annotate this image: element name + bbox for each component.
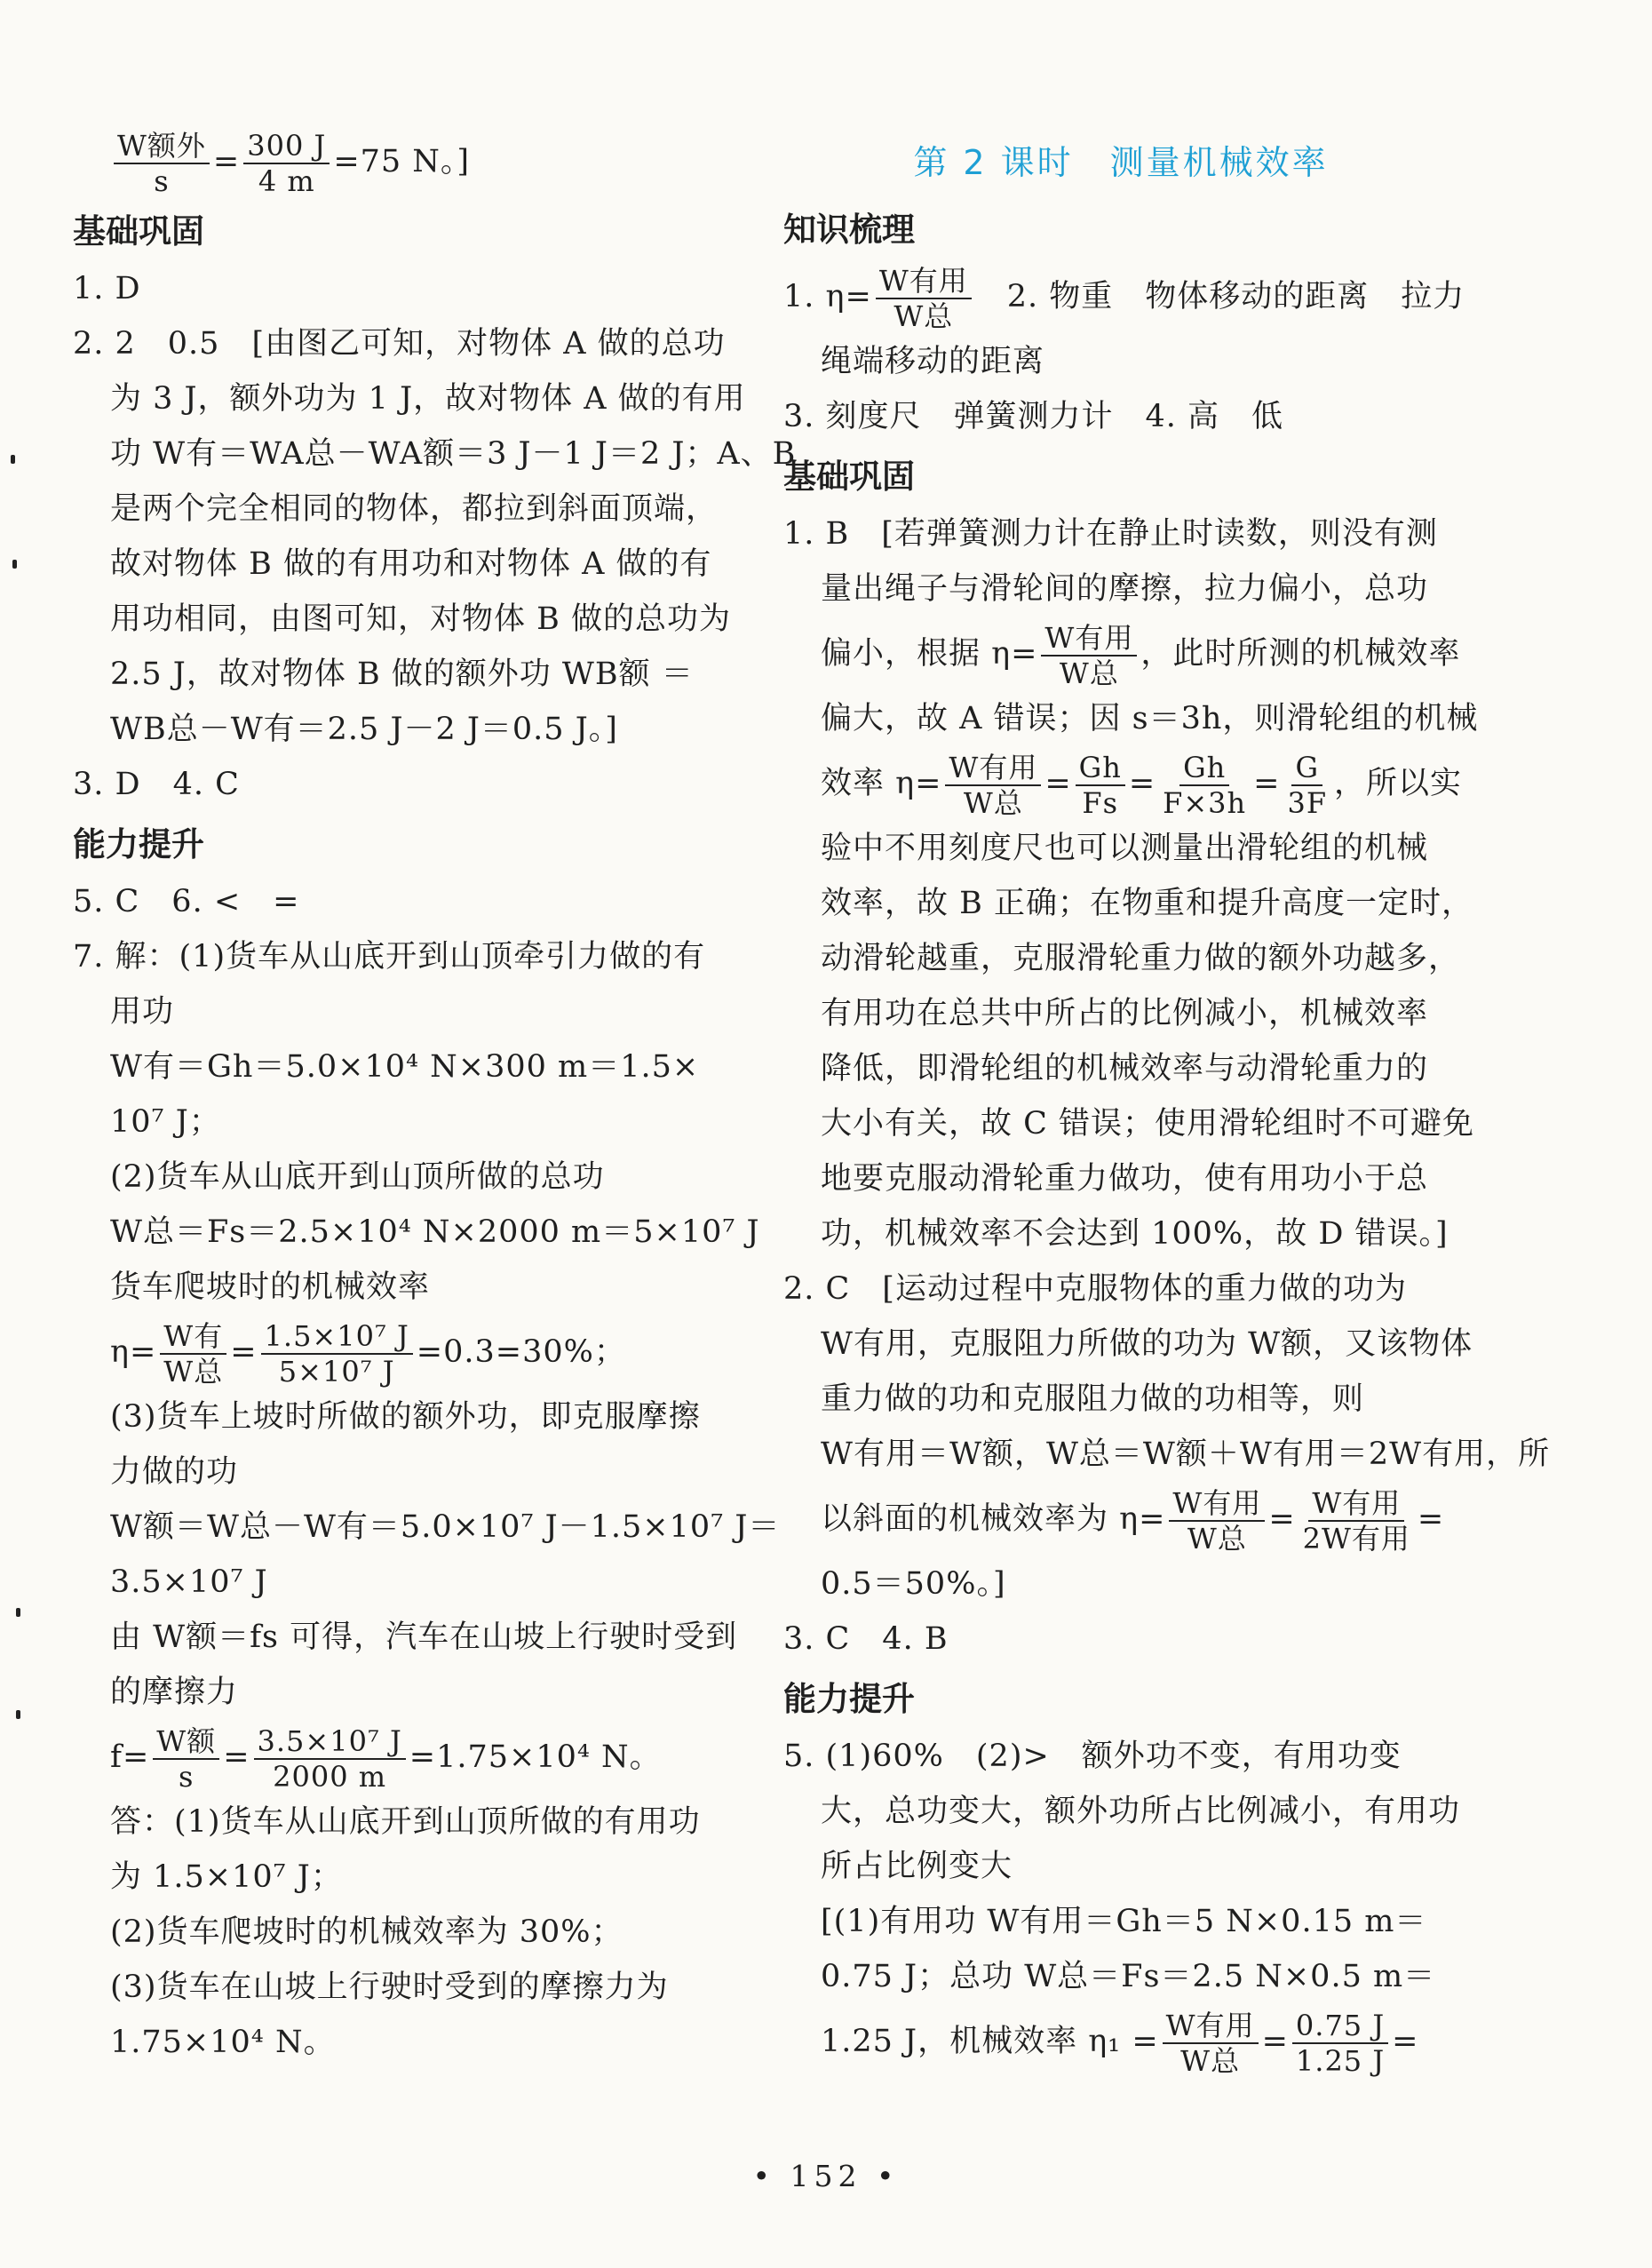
section-heading: 基础巩固 [73,212,204,251]
question-7 [73,929,781,2070]
answer-line: 3.5×10⁷ J [110,1564,268,1600]
answer-line: 有用功在总共中所占的比例减小，机械效率 [821,996,1429,1031]
knowledge-line: 绳端移动的距离 [821,344,1045,379]
knowledge-line: 1. η= $\frac{\text{W有用}}{\text{W总}}$ 2. 物重 物体移动的距离 拉力 [783,263,1465,333]
answer-line: (2)货车从山底开到山顶所做的总功 [110,1159,605,1195]
answer-line: 降低，即滑轮组的机械效率与动滑轮重力的 [821,1051,1429,1086]
fraction: $\frac{Gh}{Fs}$ [1076,751,1125,820]
fraction: $\frac{\text{W有用}}{\text{W总}}$ [1163,2009,1259,2078]
fraction: $\frac{\text{W额}}{s}$ [153,1724,219,1794]
answer-line: 2. 2 0.5 [由图乙可知，对物体 A 做的总功 [73,326,726,362]
section-heading: 知识梳理 [783,211,915,249]
fraction: $\frac{300 J}{4 m}$ [243,129,330,198]
answer-line: 为 3 J，额外功为 1 J，故对物体 A 做的有用 [110,381,746,417]
answer-line: W总＝Fs＝2.5×10⁴ N×2000 m＝5×10⁷ J [110,1214,760,1250]
fraction: $\frac{\text{W有用}}{\text{W总}}$ [876,264,972,333]
answer-line: 大，总功变大，额外功所占比例减小，有用功 [821,1794,1461,1829]
fraction: $\frac{\text{3.5×10⁷ J}}{2000 m}$ [254,1724,406,1794]
answer-line: 答：(1)货车从山底开到山顶所做的有用功 [110,1804,701,1840]
fraction: $\frac{G}{3F}$ [1287,750,1328,820]
scan-mark [16,1710,20,1719]
fraction: $\frac{\text{W有}}{\text{W总}}$ [160,1319,226,1389]
answer-line: 0.75 J；总功 W总＝Fs＝2.5 N×0.5 m＝ [821,1959,1436,1994]
answer-line: WB总－W有＝2.5 J－2 J＝0.5 J。] [110,712,618,747]
answer-line: 力做的功 [110,1454,239,1490]
answer-line: W有＝Gh＝5.0×10⁴ N×300 m＝1.5× [110,1049,700,1085]
answer-line: 货车爬坡时的机械效率 [110,1269,431,1305]
scan-mark [12,560,17,569]
question-2 [73,316,797,757]
answer-line: 地要克服动滑轮重力做功，使有用功小于总 [821,1161,1429,1197]
fraction: $\frac{\text{W额外}}{s}$ [114,129,210,198]
formula-line: 偏小，根据 η= $\frac{\text{W有用}}{\text{W总}}$ ，此时所测的机械效率 [821,620,1461,690]
answer-line: 0.5＝50%。] [821,1566,1006,1602]
fraction: $\frac{\text{W有用}}{\text{W总}}$ [945,751,1041,820]
answer-line: (3)货车上坡时所做的额外功，即克服摩擦 [110,1399,701,1435]
section-heading: 能力提升 [73,825,204,863]
answer-line: 用功相同，由图可知，对物体 B 做的总功为 [110,601,731,637]
answer-line: 10⁷ J； [110,1104,221,1140]
answer-line: 所占比例变大 [821,1849,1013,1884]
answer-line: 的摩擦力 [110,1675,239,1710]
answer-line: W有用，克服阻力所做的功为 W额，又该物体 [821,1326,1473,1362]
answer-line: 3. D 4. C [73,767,240,802]
answer-line: (3)货车在山坡上行驶时受到的摩擦力为 [110,1970,669,2005]
answer-line: 故对物体 B 做的有用功和对物体 A 做的有 [110,546,712,582]
fraction: $\frac{\text{W有用}}{\text{W总}}$ [1041,621,1137,690]
answer-line: W有用＝W额，W总＝W额＋W有用＝2W有用，所 [821,1436,1551,1472]
answer-line: 大小有关，故 C 错误；使用滑轮组时不可避免 [821,1106,1475,1142]
answer-line: 效率，故 B 正确；在物重和提升高度一定时， [821,886,1473,921]
friction-formula: f= $\frac{\text{W额}}{s}$ = $\frac{\text{3.5×10⁷ J}}{2000 m}$ =1.75×10⁴ N。 [110,1723,662,1794]
answer-line: 1. D [73,271,141,306]
answer-line: 偏大，故 A 错误；因 s＝3h，则滑轮组的机械 [821,701,1479,736]
answer-line: 7. 解：(1)货车从山底开到山顶牵引力做的有 [73,939,706,975]
scan-mark [11,455,15,464]
answer-line: 1. B [若弹簧测力计在静止时读数，则没有测 [783,516,1438,552]
answer-line: [(1)有用功 W有用＝Gh＝5 N×0.15 m＝ [821,1904,1427,1939]
fraction: $\frac{0.75 J}{1.25 J}$ [1292,2009,1388,2078]
page-number: • 152 • [752,2159,900,2193]
continued-formula: $\frac{\text{W额外}}{s}$ = $\frac{300 J}{4 m}$ =75 N。] [110,124,757,199]
answer-line: 5. (1)60% (2)> 额外功不变，有用功变 [783,1739,1402,1774]
fraction: $\frac{\text{W有用}}{\text{W总}}$ [1169,1486,1265,1556]
efficiency-formula: η= $\frac{\text{W有}}{\text{W总}}$ = $\frac{\text{1.5×10⁷ J}}{\text{5×10⁷ J}}$ =0.3=30%； [110,1318,626,1389]
answer-line: 用功 [110,994,175,1030]
answer-line: 功 W有＝WA总－WA额＝3 J－1 J＝2 J；A、B [110,436,797,472]
left-column [73,124,797,2070]
answer-line: 3. C 4. B [783,1621,949,1657]
lesson-title: 第 2 课时 测量机械效率 [913,143,1329,182]
answer-line: 2.5 J，故对物体 B 做的额外功 WB额 ＝ [110,657,694,692]
fraction: $\frac{\text{W有用}}{\text{2W有用}}$ [1302,1485,1410,1556]
fraction: $\frac{\text{1.5×10⁷ J}}{\text{5×10⁷ J}}$ [261,1319,413,1389]
answer-line: 为 1.5×10⁷ J； [110,1859,343,1895]
answer-line: (2)货车爬坡时的机械效率为 30%； [110,1914,623,1950]
right-column [783,128,1551,2079]
fraction: $\frac{Gh}{F\times 3h}$ [1163,750,1247,820]
scan-mark [16,1608,20,1617]
answer-line: 1.75×10⁴ N。 [110,2025,336,2060]
knowledge-line: 3. 刻度尺 弹簧测力计 4. 高 低 [783,399,1284,434]
answer-line: 是两个完全相同的物体，都拉到斜面顶端， [110,491,719,527]
formula-line: 以斜面的机械效率为 η= $\frac{\text{W有用}}{\text{W总}}$ = $\frac{\text{W有用}}{\text{2W有用}}$ = [821,1485,1445,1556]
answer-line: 5. C 6. < = [73,884,300,919]
section-heading: 基础巩固 [783,458,915,496]
answer-line: W额＝W总－W有＝5.0×10⁷ J－1.5×10⁷ J＝ [110,1509,781,1545]
formula-line: 1.25 J，机械效率 η₁ = $\frac{\text{W有用}}{\text{W总}}$ = $\frac{0.75 J}{1.25 J}$ = [821,2008,1419,2078]
answer-line: 量出绳子与滑轮间的摩擦，拉力偏小，总功 [821,571,1429,607]
answer-line: 2. C [运动过程中克服物体的重力做的功为 [783,1271,1407,1307]
answer-line: 功，机械效率不会达到 100%，故 D 错误。] [821,1216,1449,1252]
answer-line: 由 W额＝fs 可得，汽车在山坡上行驶时受到 [110,1619,738,1655]
answer-line: 动滑轮越重，克服滑轮重力做的额外功越多， [821,941,1461,976]
answer-line: 重力做的功和克服阻力做的功相等，则 [821,1381,1365,1417]
formula-line: 效率 η= $\frac{\text{W有用}}{\text{W总}}$ = $\frac{Gh}{Fs}$ = $\frac{Gh}{F\times 3h}$ = $\frac{G}{3F}$ ，所以实 [821,750,1463,820]
section-heading: 能力提升 [783,1680,915,1718]
answer-line: 验中不用刻度尺也可以测量出滑轮组的机械 [821,831,1429,866]
